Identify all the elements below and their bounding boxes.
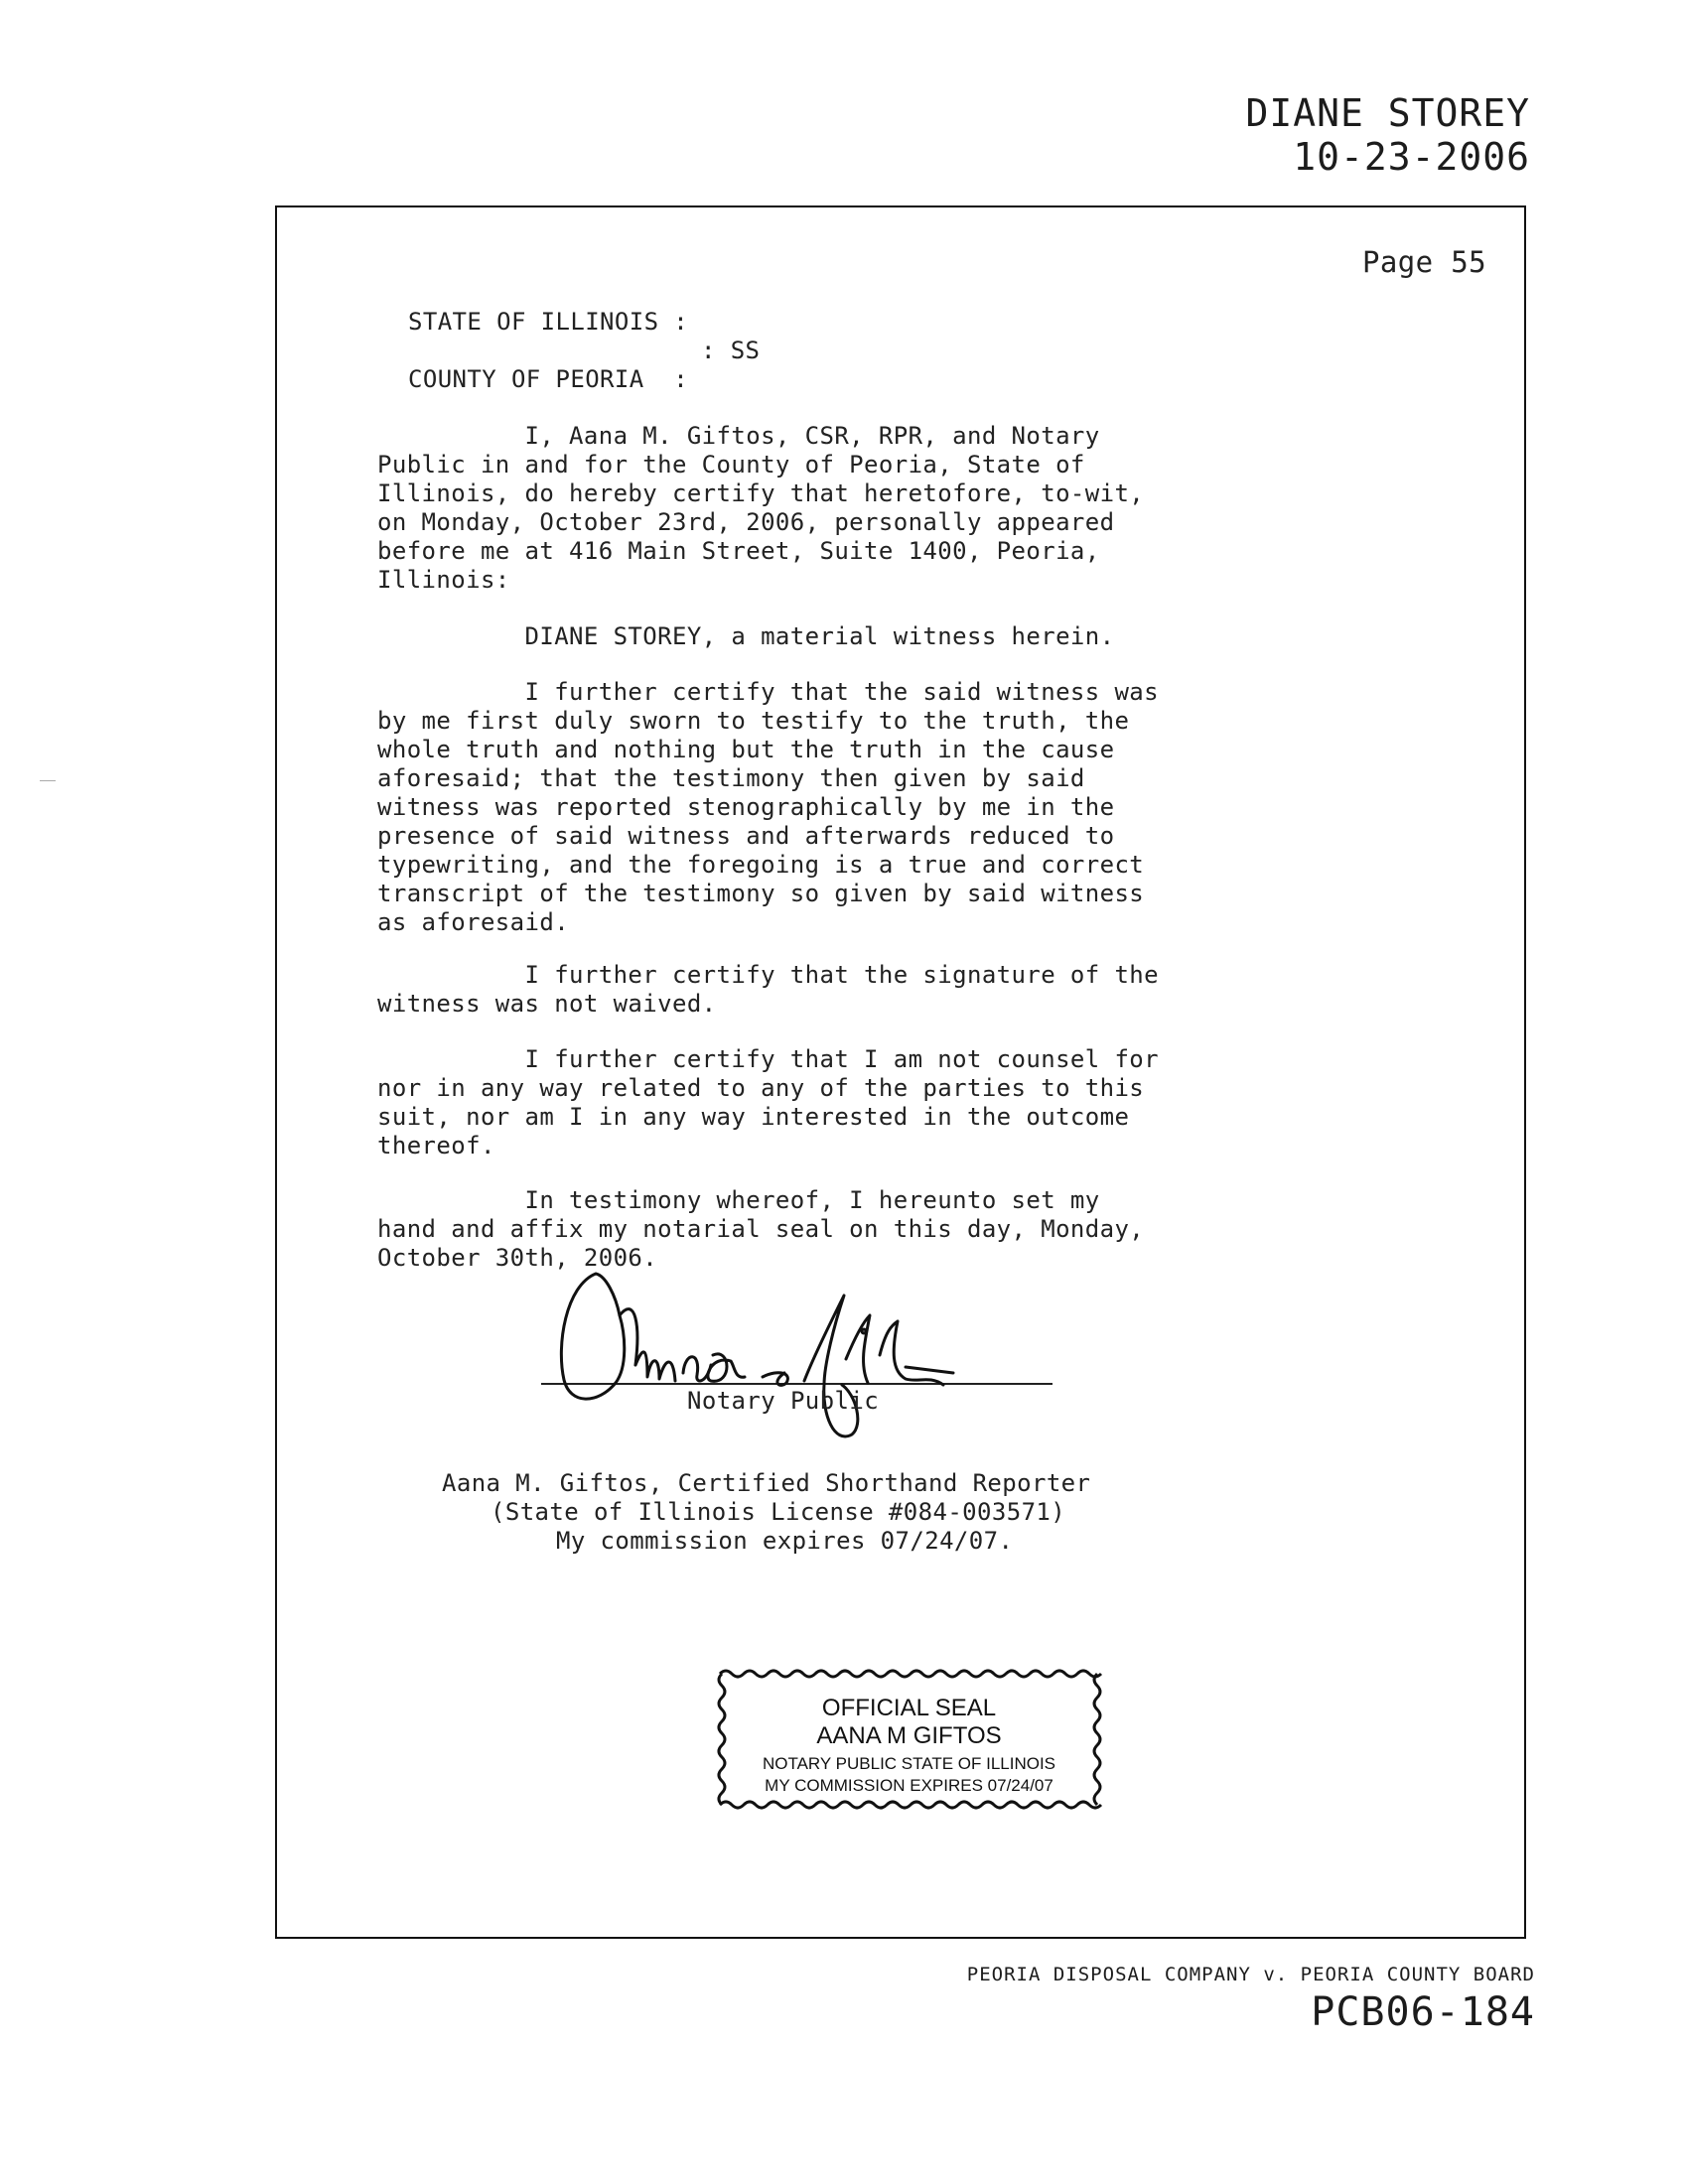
paragraph-line: I further certify that the signature of the xyxy=(377,961,1160,989)
paragraph-line: October 30th, 2006. xyxy=(377,1244,658,1272)
reporter-license-line: (State of Illinois License #084-003571) xyxy=(491,1498,1066,1526)
venue-ss: : SS xyxy=(701,337,761,364)
case-caption: PEORIA DISPOSAL COMPANY v. PEORIA COUNTY BOARD xyxy=(966,1964,1535,1985)
reporter-name-line: Aana M. Giftos, Certified Shorthand Reporter xyxy=(442,1469,1091,1497)
paragraph-line: aforesaid; that the testimony then given by said xyxy=(377,764,1085,792)
paragraph-line: typewriting, and the foregoing is a true and correct xyxy=(377,851,1145,879)
paragraph-line: presence of said witness and afterwards reduced to xyxy=(377,822,1115,850)
paragraph-line: transcript of the testimony so given by said witness xyxy=(377,880,1145,907)
paragraph-line: by me first duly sworn to testify to the truth, the xyxy=(377,707,1130,735)
seal-name: AANA M GIFTOS xyxy=(816,1722,1002,1749)
paragraph-line: I further certify that I am not counsel for xyxy=(377,1045,1160,1073)
paragraph-line: DIANE STOREY, a material witness herein. xyxy=(377,622,1115,650)
paragraph-line: nor in any way related to any of the parties to this xyxy=(377,1074,1145,1102)
signature-caption: Notary Public xyxy=(687,1387,880,1415)
docket-number: PCB06-184 xyxy=(1311,1989,1535,2035)
margin-mark xyxy=(40,780,56,781)
handwritten-signature xyxy=(536,1256,1003,1454)
paragraph-line: whole truth and nothing but the truth in the cause xyxy=(377,736,1115,763)
reporter-commission-line: My commission expires 07/24/07. xyxy=(556,1527,1014,1555)
paragraph-line: suit, nor am I in any way interested in the outcome xyxy=(377,1103,1130,1131)
paragraph-line: In testimony whereof, I hereunto set my xyxy=(377,1186,1100,1214)
paragraph-line: witness was not waived. xyxy=(377,990,717,1018)
paragraph-line: hand and affix my notarial seal on this day, Monday, xyxy=(377,1215,1145,1243)
certificate-sworn xyxy=(377,678,1271,937)
official-notary-seal xyxy=(714,1666,1104,1813)
paragraph-line: as aforesaid. xyxy=(377,908,570,936)
paragraph-line: I further certify that the said witness was xyxy=(377,678,1160,706)
page-number: Page 55 xyxy=(1362,245,1487,279)
paragraph-line: witness was reported stenographically by me in the xyxy=(377,793,1115,821)
certificate-not-counsel xyxy=(377,1045,1271,1160)
paragraph-line: I, Aana M. Giftos, CSR, RPR, and Notary xyxy=(377,422,1100,450)
certificate-signature-waived xyxy=(377,961,1271,1019)
paragraph-line: Public in and for the County of Peoria, State of xyxy=(377,451,1085,478)
seal-expires: MY COMMISSION EXPIRES 07/24/07 xyxy=(765,1776,1053,1795)
paragraph-line: Illinois: xyxy=(377,566,510,594)
paragraph-line: on Monday, October 23rd, 2006, personally appeared xyxy=(377,508,1115,536)
venue-county: COUNTY OF PEORIA : xyxy=(408,365,689,393)
certificate-witness-line xyxy=(377,622,1271,651)
paragraph-line: before me at 416 Main Street, Suite 1400, Peoria, xyxy=(377,537,1100,565)
certificate-intro xyxy=(377,422,1271,595)
header-date: 10-23-2006 xyxy=(1293,135,1530,179)
paragraph-line: Illinois, do hereby certify that heretofore, to-wit, xyxy=(377,479,1145,507)
seal-title: OFFICIAL SEAL xyxy=(821,1695,997,1721)
seal-state: NOTARY PUBLIC STATE OF ILLINOIS xyxy=(762,1754,1056,1773)
paragraph-line: thereof. xyxy=(377,1132,495,1160)
header-witness-name: DIANE STOREY xyxy=(1245,91,1530,135)
venue-state: STATE OF ILLINOIS : xyxy=(408,308,689,336)
